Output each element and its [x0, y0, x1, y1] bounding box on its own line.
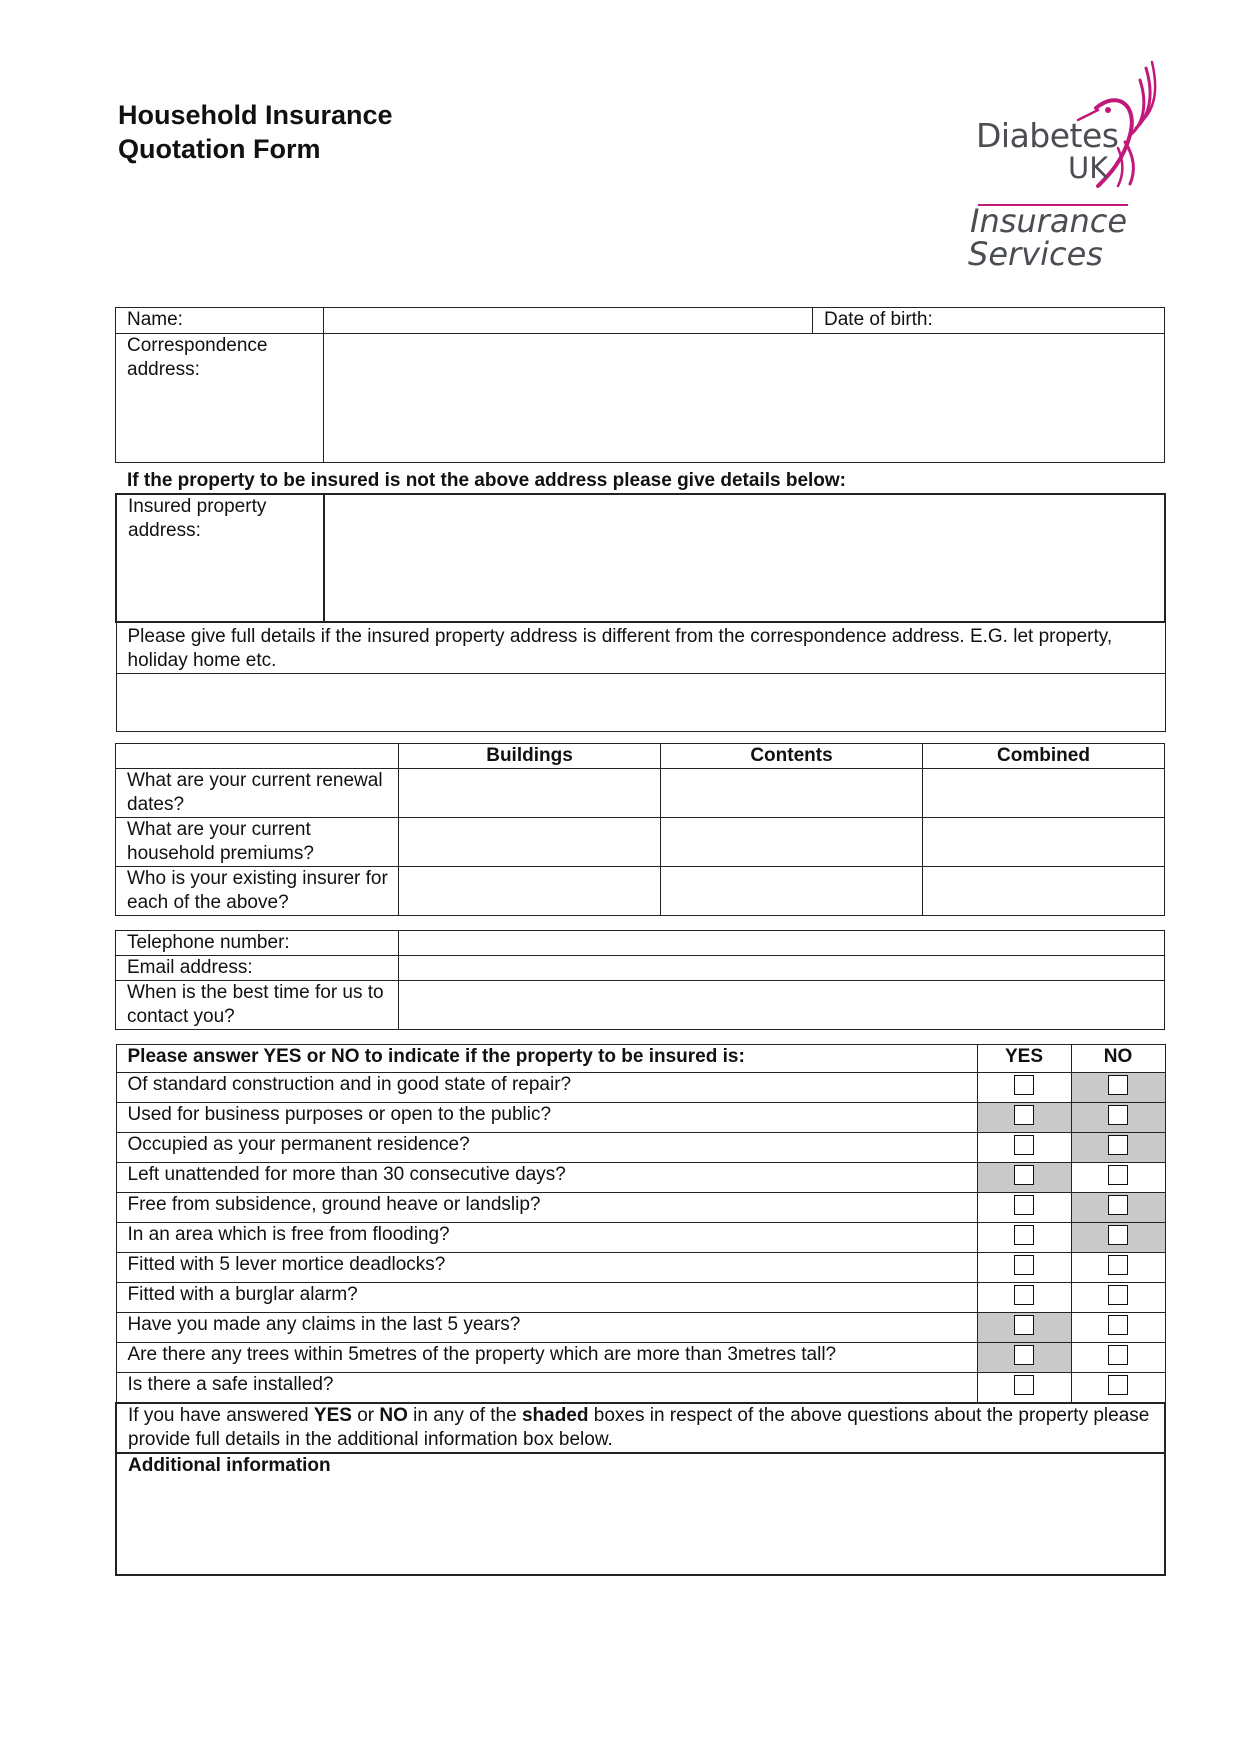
note-part1: If you have answered	[128, 1405, 314, 1426]
name-label: Name:	[116, 308, 324, 334]
question-text: Have you made any claims in the last 5 years?	[116, 1313, 977, 1343]
no-checkbox[interactable]	[1108, 1225, 1128, 1245]
question-text: Fitted with a burglar alarm?	[116, 1283, 977, 1313]
question-row	[116, 1103, 1165, 1133]
correspondence-address-field[interactable]	[324, 334, 1165, 463]
correspondence-address-label: Correspondence address:	[116, 334, 324, 463]
logo-word-uk: UK	[1068, 151, 1109, 185]
yes-cell	[977, 1283, 1071, 1313]
premiums-buildings-field[interactable]	[399, 818, 661, 867]
yes-cell	[977, 1373, 1071, 1404]
no-checkbox[interactable]	[1108, 1195, 1128, 1215]
contact-time-field[interactable]	[399, 981, 1165, 1030]
question-text: Is there a safe installed?	[116, 1373, 977, 1404]
questions-heading: Please answer YES or NO to indicate if the property to be insured is:	[116, 1045, 977, 1073]
question-text: Used for business purposes or open to the public?	[116, 1103, 977, 1133]
question-text: In an area which is free from flooding?	[116, 1223, 977, 1253]
name-field[interactable]	[324, 308, 813, 334]
no-checkbox[interactable]	[1108, 1315, 1128, 1335]
no-cell	[1071, 1283, 1165, 1313]
yes-checkbox[interactable]	[1014, 1195, 1034, 1215]
yes-checkbox[interactable]	[1014, 1225, 1034, 1245]
no-cell	[1071, 1373, 1165, 1404]
form-title	[118, 98, 393, 166]
question-row	[116, 1163, 1165, 1193]
yes-checkbox[interactable]	[1014, 1345, 1034, 1365]
renewal-dates-label: What are your current renewal dates?	[116, 769, 399, 818]
yes-cell	[977, 1073, 1071, 1103]
contact-table	[115, 930, 1165, 1030]
no-cell	[1071, 1223, 1165, 1253]
additional-info-label: Additional information	[128, 1455, 331, 1476]
note-part4: boxes in respect of the above questions about the property please provide full details in the additional information box below.	[128, 1405, 1150, 1450]
yes-checkbox[interactable]	[1014, 1135, 1034, 1155]
email-field[interactable]	[399, 956, 1165, 981]
diabetes-uk-logo	[968, 50, 1178, 280]
form-title-line1: Household Insurance	[118, 100, 393, 130]
insured-property-heading: If the property to be insured is not the above address please give details below:	[127, 470, 847, 491]
no-cell	[1071, 1103, 1165, 1133]
yes-cell	[977, 1133, 1071, 1163]
no-cell	[1071, 1313, 1165, 1343]
no-checkbox[interactable]	[1108, 1165, 1128, 1185]
no-checkbox[interactable]	[1108, 1285, 1128, 1305]
email-label: Email address:	[116, 956, 399, 981]
yes-cell	[977, 1163, 1071, 1193]
questions-table	[115, 1044, 1166, 1576]
premiums-combined-field[interactable]	[923, 818, 1165, 867]
question-row	[116, 1313, 1165, 1343]
no-checkbox[interactable]	[1108, 1345, 1128, 1365]
no-cell	[1071, 1133, 1165, 1163]
yes-cell	[977, 1103, 1071, 1133]
yes-checkbox[interactable]	[1014, 1075, 1034, 1095]
no-cell	[1071, 1163, 1165, 1193]
question-text: Fitted with 5 lever mortice deadlocks?	[116, 1253, 977, 1283]
cover-header-blank	[116, 744, 399, 769]
logo-word-diabetes: Diabetes	[976, 116, 1119, 155]
insured-address-label: Insured property address:	[116, 494, 324, 622]
yes-checkbox[interactable]	[1014, 1255, 1034, 1275]
yes-cell	[977, 1223, 1071, 1253]
cover-table	[115, 743, 1165, 916]
questions-body	[116, 1073, 1165, 1404]
no-cell	[1071, 1253, 1165, 1283]
insured-details-label: Please give full details if the insured property address is different from the correspondence address. E.G. let property, holiday home etc.	[116, 622, 1165, 674]
yes-header: YES	[977, 1045, 1071, 1073]
note-yes: YES	[313, 1405, 352, 1426]
yes-checkbox[interactable]	[1014, 1315, 1034, 1335]
no-checkbox[interactable]	[1108, 1255, 1128, 1275]
yes-checkbox[interactable]	[1014, 1105, 1034, 1125]
dob-label: Date of birth:	[824, 309, 933, 330]
question-row	[116, 1193, 1165, 1223]
additional-info-field[interactable]	[116, 1453, 1165, 1575]
question-row	[116, 1073, 1165, 1103]
phone-field[interactable]	[399, 931, 1165, 956]
note-no: NO	[379, 1405, 408, 1426]
question-text: Occupied as your permanent residence?	[116, 1133, 977, 1163]
dob-field[interactable]	[813, 308, 1165, 334]
form-title-line2: Quotation Form	[118, 134, 321, 164]
no-checkbox[interactable]	[1108, 1075, 1128, 1095]
note-part2: or	[351, 1405, 380, 1426]
question-text: Of standard construction and in good state of repair?	[116, 1073, 977, 1103]
shaded-note	[116, 1403, 1165, 1453]
yes-checkbox[interactable]	[1014, 1165, 1034, 1185]
question-row	[116, 1283, 1165, 1313]
col-combined: Combined	[923, 744, 1165, 769]
insurer-label: Who is your existing insurer for each of the above?	[116, 867, 399, 916]
note-shaded: shaded	[521, 1405, 589, 1426]
no-cell	[1071, 1193, 1165, 1223]
insurer-contents-field[interactable]	[661, 867, 923, 916]
question-row	[116, 1223, 1165, 1253]
note-part3: in any of the	[407, 1405, 522, 1426]
no-checkbox[interactable]	[1108, 1375, 1128, 1395]
no-cell	[1071, 1073, 1165, 1103]
no-checkbox[interactable]	[1108, 1135, 1128, 1155]
yes-cell	[977, 1193, 1071, 1223]
phone-label: Telephone number:	[116, 931, 399, 956]
premiums-contents-field[interactable]	[661, 818, 923, 867]
col-buildings: Buildings	[399, 744, 661, 769]
renewal-contents-field[interactable]	[661, 769, 923, 818]
insured-property-table	[115, 493, 1166, 732]
question-row	[116, 1133, 1165, 1163]
no-header: NO	[1071, 1045, 1165, 1073]
yes-checkbox[interactable]	[1014, 1285, 1034, 1305]
personal-details-table	[115, 307, 1165, 463]
insured-address-field[interactable]	[324, 494, 1165, 622]
insured-details-field[interactable]	[116, 674, 1165, 732]
insurer-combined-field[interactable]	[923, 867, 1165, 916]
yes-cell	[977, 1253, 1071, 1283]
question-row	[116, 1253, 1165, 1283]
yes-checkbox[interactable]	[1014, 1375, 1034, 1395]
col-contents: Contents	[661, 744, 923, 769]
contact-time-label: When is the best time for us to contact you?	[116, 981, 399, 1030]
renewal-buildings-field[interactable]	[399, 769, 661, 818]
question-text: Free from subsidence, ground heave or landslip?	[116, 1193, 977, 1223]
question-row	[116, 1343, 1165, 1373]
no-checkbox[interactable]	[1108, 1105, 1128, 1125]
yes-cell	[977, 1343, 1071, 1373]
question-row	[116, 1373, 1165, 1404]
question-text: Are there any trees within 5metres of the property which are more than 3metres tall?	[116, 1343, 977, 1373]
logo-word-insurance: Insurance	[970, 202, 1127, 240]
no-cell	[1071, 1343, 1165, 1373]
premiums-label: What are your current household premiums?	[116, 818, 399, 867]
question-text: Left unattended for more than 30 consecutive days?	[116, 1163, 977, 1193]
insurer-buildings-field[interactable]	[399, 867, 661, 916]
renewal-combined-field[interactable]	[923, 769, 1165, 818]
logo-word-services: Services	[968, 235, 1103, 273]
yes-cell	[977, 1313, 1071, 1343]
